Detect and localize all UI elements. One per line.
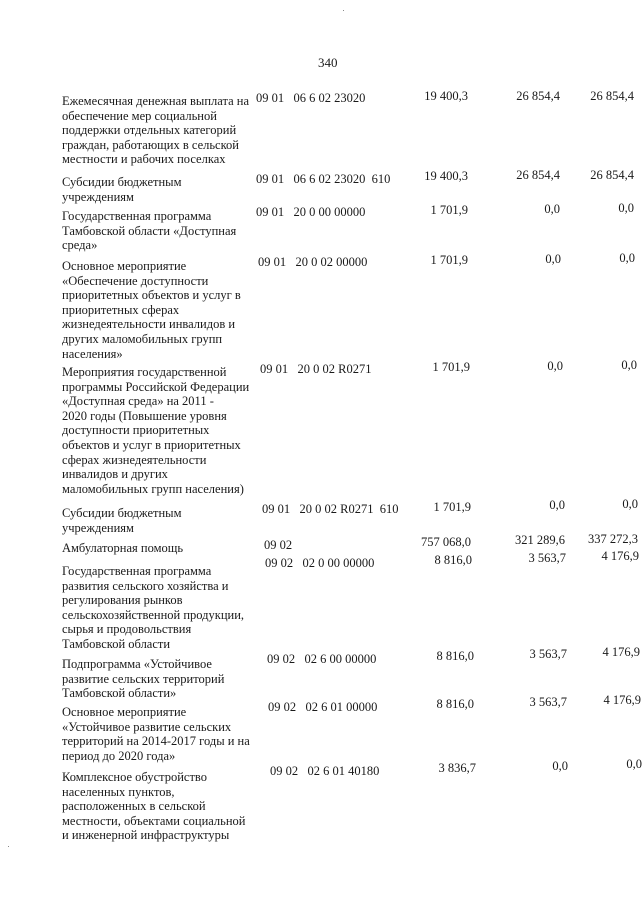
row-value-3: 0,0 bbox=[622, 497, 638, 511]
scan-speck bbox=[343, 10, 344, 11]
row-value-2: 3 563,7 bbox=[528, 551, 566, 565]
row-code: 09 01 20 0 02 R0271 610 bbox=[262, 502, 399, 516]
row-name: Ежемесячная денежная выплата на обеспечение мер социальной поддержки отдельных категорий граждан, работающих в сельской местности и рабочих поселках bbox=[62, 94, 249, 167]
row-code: 09 01 20 0 00 00000 bbox=[256, 205, 366, 219]
row-value-1: 1 701,9 bbox=[430, 253, 468, 267]
row-value-2: 3 563,7 bbox=[529, 647, 567, 661]
row-value-1: 8 816,0 bbox=[436, 649, 474, 663]
row-name: Основное мероприятие «Устойчивое развитие сельских территорий на 2014-2017 годы и на период до 2020 года» bbox=[62, 705, 250, 763]
row-value-1: 8 816,0 bbox=[436, 697, 474, 711]
row-name: Комплексное обустройство населенных пунктов, расположенных в сельской местности, объектами социальной и инженерной инфраструктуры bbox=[62, 770, 246, 843]
scan-speck bbox=[8, 846, 9, 847]
row-value-2: 0,0 bbox=[547, 359, 563, 373]
row-value-3: 0,0 bbox=[619, 251, 635, 265]
row-value-1: 1 701,9 bbox=[433, 500, 471, 514]
row-value-3: 26 854,4 bbox=[590, 168, 634, 182]
row-name: Государственная программа Тамбовской области «Доступная среда» bbox=[62, 209, 237, 253]
row-value-3: 26 854,4 bbox=[590, 89, 634, 103]
row-code: 09 02 02 6 01 00000 bbox=[268, 700, 378, 714]
row-value-2: 321 289,6 bbox=[515, 533, 565, 547]
row-value-3: 4 176,9 bbox=[602, 645, 640, 659]
row-value-3: 0,0 bbox=[626, 757, 642, 771]
row-value-3: 4 176,9 bbox=[601, 549, 639, 563]
row-code: 09 02 02 6 01 40180 bbox=[270, 764, 380, 778]
row-code: 09 02 02 0 00 00000 bbox=[265, 556, 375, 570]
row-name: Основное мероприятие «Обеспечение доступности приоритетных объектов и услуг в приоритетных сферах жизнедеятельности инвалидов и других маломобильных групп населения» bbox=[62, 259, 241, 361]
page-number: 340 bbox=[318, 55, 338, 70]
row-value-3: 0,0 bbox=[621, 358, 637, 372]
row-name: Субсидии бюджетным учреждениям bbox=[62, 175, 182, 204]
row-name: Подпрограмма «Устойчивое развитие сельских территорий Тамбовской области» bbox=[62, 657, 225, 701]
row-value-1: 1 701,9 bbox=[432, 360, 470, 374]
row-name: Мероприятия государственной программы Российской Федерации «Доступная среда» на 2011 - 2020 годы (Повышение уровня доступности приоритетных объектов и услуг в приоритетных сферах жизнедеятельности инвалидов и других маломобильных групп населения) bbox=[62, 365, 250, 496]
row-value-2: 3 563,7 bbox=[529, 695, 567, 709]
row-value-2: 0,0 bbox=[544, 202, 560, 216]
row-name: Амбулаторная помощь bbox=[62, 541, 184, 555]
row-value-3: 4 176,9 bbox=[603, 693, 641, 707]
row-code: 09 02 02 6 00 00000 bbox=[267, 652, 377, 666]
row-value-2: 0,0 bbox=[545, 252, 561, 266]
row-code: 09 01 20 0 02 00000 bbox=[258, 255, 368, 269]
row-code: 09 01 20 0 02 R0271 bbox=[260, 362, 372, 376]
row-value-3: 0,0 bbox=[618, 201, 634, 215]
row-value-1: 1 701,9 bbox=[430, 203, 468, 217]
row-value-2: 26 854,4 bbox=[516, 89, 560, 103]
row-value-1: 757 068,0 bbox=[421, 535, 471, 549]
row-value-1: 19 400,3 bbox=[424, 169, 468, 183]
row-value-2: 0,0 bbox=[552, 759, 568, 773]
row-value-1: 3 836,7 bbox=[438, 761, 476, 775]
row-value-1: 8 816,0 bbox=[434, 553, 472, 567]
row-name: Государственная программа развития сельского хозяйства и регулирования рынков сельскохозяйственной продукции, сырья и продовольствия Тамбовской области bbox=[62, 564, 245, 651]
row-code: 09 02 bbox=[264, 538, 293, 552]
row-value-1: 19 400,3 bbox=[424, 89, 468, 103]
row-value-3: 337 272,3 bbox=[588, 532, 638, 546]
row-value-2: 0,0 bbox=[549, 498, 565, 512]
row-code: 09 01 06 6 02 23020 bbox=[256, 91, 366, 105]
row-name: Субсидии бюджетным учреждениям bbox=[62, 506, 182, 535]
row-code: 09 01 06 6 02 23020 610 bbox=[256, 172, 391, 186]
row-value-2: 26 854,4 bbox=[516, 168, 560, 182]
